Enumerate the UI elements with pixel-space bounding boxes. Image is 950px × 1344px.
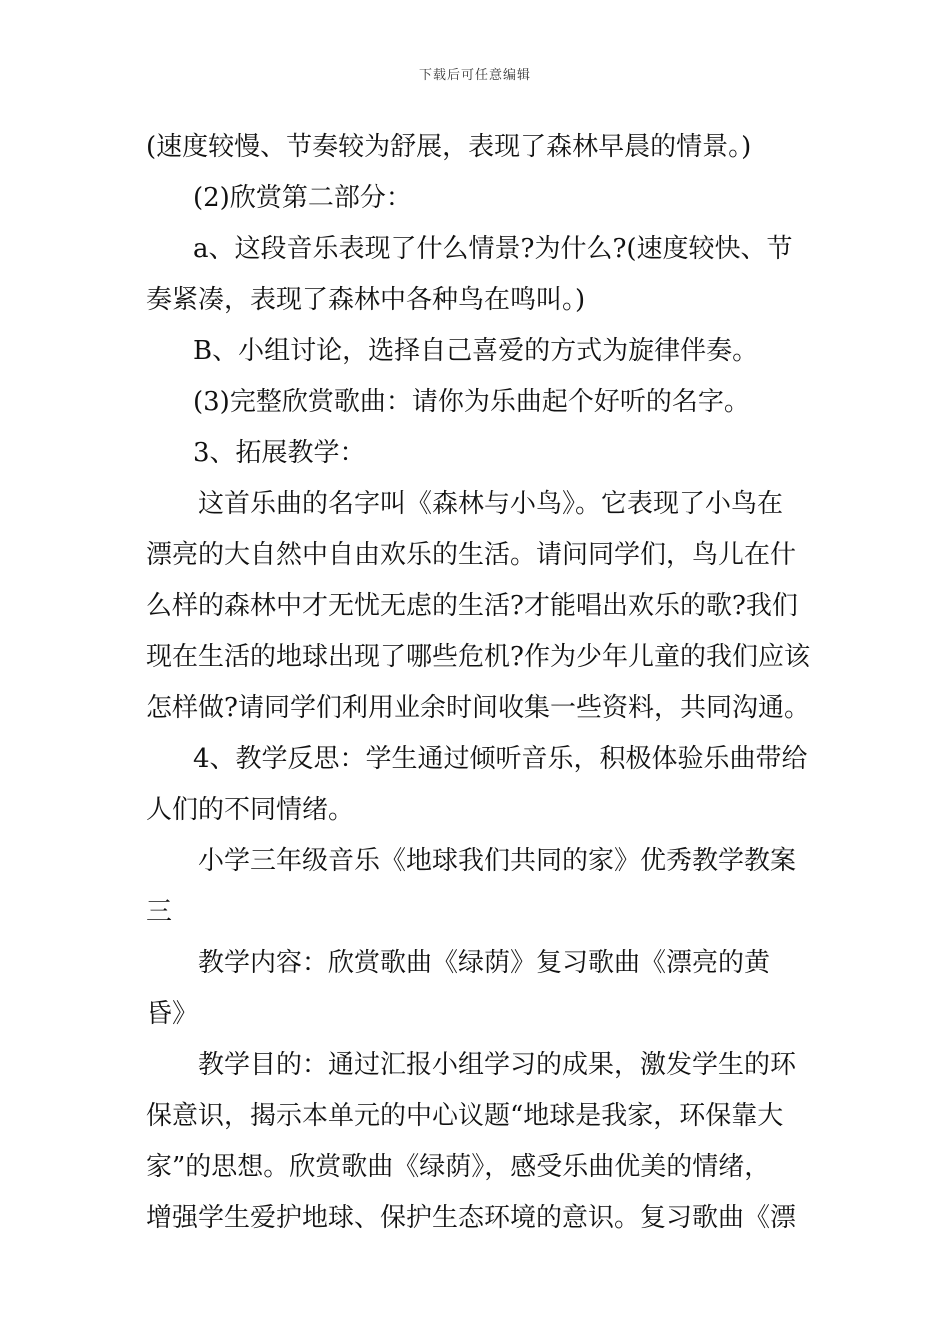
text-line: 奏紧凑，表现了森林中各种鸟在鸣叫。) xyxy=(146,285,586,315)
text-line: 家”的思想。欣赏歌曲《绿荫》，感受乐曲优美的情绪， xyxy=(146,1152,771,1182)
text-line: 增强学生爱护地球、保护生态环境的意识。复习歌曲《漂 xyxy=(146,1203,797,1233)
text-line: (3)完整欣赏歌曲：请你为乐曲起个好听的名字。 xyxy=(193,387,750,417)
text-line: 这首乐曲的名字叫《森林与小鸟》。它表现了小鸟在 xyxy=(198,489,784,519)
document-body xyxy=(146,122,810,1244)
text-line: 小学三年级音乐《地球我们共同的家》优秀教学教案 xyxy=(198,846,797,876)
text-line: 昏》 xyxy=(146,999,199,1029)
text-line: 保意识，揭示本单元的中心议题“地球是我家，环保靠大 xyxy=(146,1101,784,1131)
text-line: (2)欣赏第二部分： xyxy=(193,183,412,213)
text-line: 教学目的：通过汇报小组学习的成果，激发学生的环 xyxy=(198,1050,797,1080)
text-line: 现在生活的地球出现了哪些危机?作为少年儿童的我们应该 xyxy=(146,642,810,672)
page-header: 下载后可任意编辑 xyxy=(418,68,531,83)
text-line: B、小组讨论，选择自己喜爱的方式为旋律伴奏。 xyxy=(193,336,759,366)
text-line: (速度较慢、节奏较为舒展，表现了森林早晨的情景。) xyxy=(146,132,752,162)
text-line: 人们的不同情绪。 xyxy=(146,795,355,825)
text-line: 三 xyxy=(146,897,173,927)
text-line: 么样的森林中才无忧无虑的生活?才能唱出欢乐的歌?我们 xyxy=(146,591,798,621)
text-line: a、这段音乐表现了什么情景?为什么?(速度较快、节 xyxy=(193,234,793,264)
text-line: 教学内容：欣赏歌曲《绿荫》复习歌曲《漂亮的黄 xyxy=(198,948,771,978)
text-line: 4、教学反思：学生通过倾听音乐，积极体验乐曲带给 xyxy=(193,744,808,774)
text-line: 3、拓展教学： xyxy=(193,438,366,468)
text-line: 漂亮的大自然中自由欢乐的生活。请问同学们，鸟儿在什 xyxy=(146,540,797,570)
text-line: 怎样做?请同学们利用业余时间收集一些资料，共同沟通。 xyxy=(146,693,810,723)
